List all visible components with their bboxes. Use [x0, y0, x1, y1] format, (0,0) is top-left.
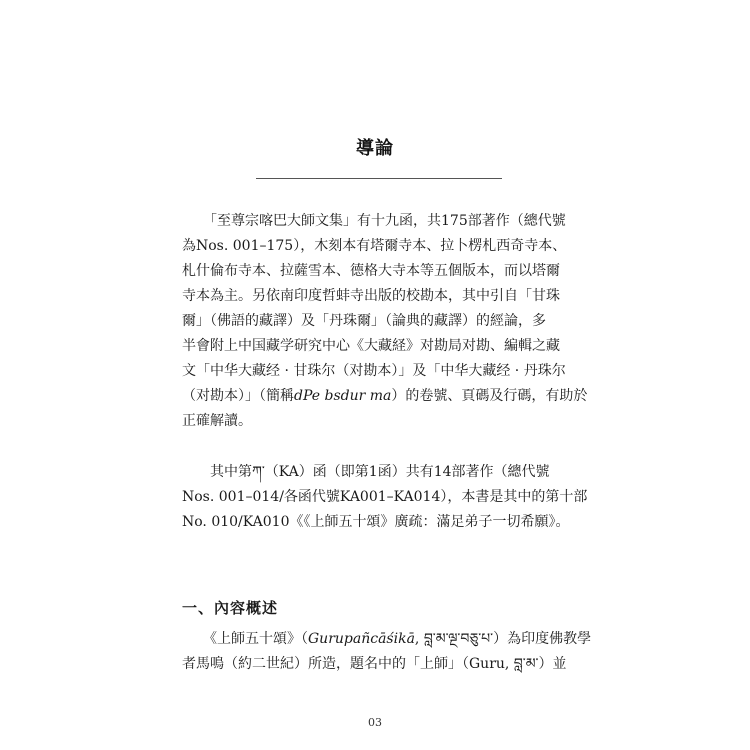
section-paragraph [182, 627, 592, 677]
paragraph-line: 「至尊宗喀巴大師文集」有十九函，共175部著作（總代號 [182, 213, 566, 229]
paragraph-line: 其中第ཀ་（KA）函（即第1函）共有14部著作（總代號 [182, 464, 550, 480]
italic-term: dPe bsdur ma [294, 388, 392, 404]
paragraph-line: 寺本為主。另依南印度哲蚌寺出版的校勘本，其中引自「甘珠 [182, 288, 560, 304]
paragraph-line: 半會附上中国藏学研究中心《大藏経》对勘局对勘、編輯之藏 [182, 338, 560, 354]
paragraph-line: 札什倫布寺本、拉薩雪本、德格大寺本等五個版本，而以塔爾 [182, 263, 560, 279]
italic-term: Gurupañcāśikā [308, 631, 415, 647]
page-title: 導論 [356, 138, 394, 159]
title-divider [256, 178, 502, 179]
intro-paragraph-2 [182, 460, 588, 535]
paragraph-line: （对勘本）」（簡稱dPe bsdur ma）的卷號、頁碼及行碼，有助於 [182, 388, 588, 404]
paragraph-line: Nos. 001–014/各函代號KA001–KA014），本書是其中的第十部 [182, 489, 588, 505]
paragraph-line: 爾」（佛語的藏譯）及「丹珠爾」（論典的藏譯）的經論，多 [182, 313, 546, 329]
page-number: 03 [368, 716, 382, 729]
section-heading: 一、內容概述 [182, 599, 279, 617]
paragraph-line: 者馬鳴（約二世紀）所造，題名中的「上師」（Guru, བླ་མ་）並 [182, 656, 567, 672]
paragraph-line: 正確解讀。 [182, 413, 252, 429]
paragraph-line: No. 010/KA010《《上師五十頌》廣疏：滿足弟子一切希願》。 [182, 514, 570, 530]
paragraph-line: 《上師五十頌》（Gurupañcāśikā, བླ་མ་ལྔ་བཅུ་པ་）為印度佛教學 [182, 631, 592, 647]
paragraph-line: 為Nos. 001–175），木刻本有塔爾寺本、拉卜楞札西奇寺本、 [182, 238, 567, 254]
intro-paragraph-1 [182, 209, 588, 434]
paragraph-line: 文「中华大藏经 · 甘珠尔（对勘本）」及「中华大藏经 · 丹珠尔 [182, 363, 566, 379]
